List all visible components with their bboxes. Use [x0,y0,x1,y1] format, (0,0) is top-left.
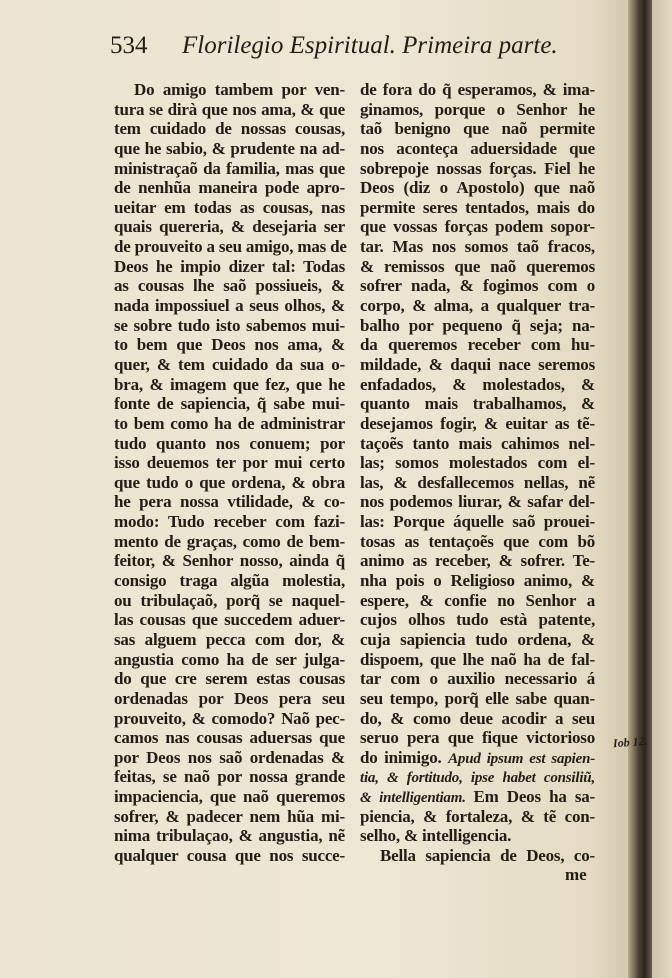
text-line: tosas as tentaçoẽs que com bõ [360,531,595,551]
text-line: cujos olhos tudo està patente, [360,610,595,630]
text-line: & remissos que naõ queremos [360,256,595,276]
text-line: balho por pequeno q̃ seja; na- [360,315,595,335]
text-line: ginamos, porque o Senhor he [360,99,595,119]
text-line: impaciencia, que naõ queremos [114,787,345,807]
text-line: nos aconteça aduersidade que [360,138,595,158]
next-page-edge [652,0,672,978]
page-header [110,30,558,64]
text-line: prouveito, & comodo? Naõ pec- [114,708,345,728]
text-line: do, & como deue acodir a seu [360,708,595,728]
text-line: sobrepoje nossas forças. Fiel he [360,158,595,178]
text-line: seruo pera que fique victorioso [360,728,595,748]
margin-note: Iob 12. [612,733,649,751]
text-line: tar. Mas nos somos taõ fracos, [360,237,595,257]
text-line: sas alguem pecca com dor, & [114,629,345,649]
latin-quote-segment: Apud ipsum est sapien- [448,750,596,767]
text-line: nos podemos liurar, & safar del- [360,492,595,512]
text-line: de prouveito a seu amigo, mas de [114,237,347,257]
text-line: las; somos molestados com el- [360,453,595,473]
text-line: ordenadas por Deos pera seu [114,688,345,708]
catchword: me [565,865,587,884]
left-text-column [114,80,345,866]
text-line: enfadados, & molestados, & [360,374,595,394]
text-line: qualquer cousa que nos succe- [114,845,345,865]
text-line [360,787,595,807]
text-segment: Em Deos ha sa- [473,787,595,807]
text-line: feitas, se naõ por nossa grande [114,767,345,787]
text-line: tar com o auxilio necessario á [360,669,595,689]
text-line: ueitar em todas as cousas, nas [114,197,345,217]
page-number: 534 [110,32,148,59]
text-line: las: Porque áquelle saõ prouei- [360,512,595,532]
text-line: feitor, & Senhor nosso, ainda q̃ [114,551,345,571]
text-line: bra, & imagem que fez, que he [114,374,345,394]
text-line: ou tribulaçaõ, porq̃ se naquel- [114,590,345,610]
text-line: to bem que Deos nos ama, & [114,335,345,355]
text-line: tudo quanto nos conuem; por [114,433,345,453]
text-line: las cousas que succedem aduer- [114,610,345,630]
latin-quote-segment: tia, & fortitudo, ipse habet consiliũ, [360,770,595,787]
text-line: Bella sapiencia de Deos, co- [380,845,595,865]
text-line: as cousas lhe saõ possiueis, & [114,276,345,296]
text-line: desejamos fogir, & euitar as tẽ- [360,413,595,433]
text-line: corpo, & alma, a qualquer tra- [360,296,595,316]
text-line: que tudo o que ordena, & obra [114,472,345,492]
text-line: modo: Tudo receber com fazi- [114,512,345,532]
text-line: nha pois o Religioso animo, & [360,571,595,591]
text-line: he pera nossa vtilidade, & co- [114,492,345,512]
text-line: animo as receber, & sofrer. Te- [360,551,595,571]
text-line [360,748,595,768]
text-line: camos nas cousas aduersas que [114,728,345,748]
text-line: do que cre serem estas cousas [114,669,345,689]
text-line: de nenhũa maneira pode apro- [114,178,345,198]
text-line: se sobre tudo isto sabemos mui- [114,315,345,335]
text-line: de fora do q̃ esperamos, & ima- [360,80,595,99]
text-line: las, & desfallecemos nellas, nẽ [360,472,595,492]
text-line: consigo traga algũa molestia, [114,571,345,591]
text-line: por Deos nos saõ ordenadas & [114,747,345,767]
text-segment: do inimigo. [360,747,449,767]
text-line: nada impossiuel a seus olhos, & [114,296,345,316]
right-text-column [360,80,595,866]
text-line: tura se dirà que nos ama, & que [114,99,345,119]
text-line: permite seres tentados, mais do [360,197,595,217]
text-line: piencia, & fortaleza, & tẽ con- [360,806,595,826]
text-line: Deos he impio dizer tal: Todas [114,256,345,276]
latin-quote-segment: & intelligentiam. [360,790,474,807]
text-line: Do amigo tambem por ven- [134,80,345,99]
text-line: quer, & tem cuidado da sua o- [114,354,345,374]
text-line: que he sabio, & prudente na ad- [114,138,345,158]
book-gutter [628,0,652,978]
text-line: da queremos receber com hu- [360,335,595,355]
text-line: mildade, & daqui nace seremos [360,354,595,374]
text-line: tem cuidado de nossas cousas, [114,119,345,139]
text-line: que vossas forças podem sopor- [360,217,595,237]
text-line: mento de graças, como de bem- [114,531,345,551]
text-line: quanto mais trabalhamos, & [360,394,595,414]
text-line: taõ benigno que naõ permite [360,119,595,139]
running-title: Florilegio Espiritual. Primeira parte. [182,32,558,59]
text-line: angustia como ha de ser julga- [114,649,345,669]
text-line: ministraçaõ da familia, mas que [114,158,345,178]
text-line: sofrer, & padecer nem hũa mi- [114,806,345,826]
text-line: to bem como ha de administrar [114,413,345,433]
text-line: Deos (diz o Apostolo) que naõ [360,178,595,198]
text-line: dispoem, que lhe naõ ha de fal- [360,649,595,669]
text-line [360,767,595,787]
text-line: taçoẽs tanto mais cahimos nel- [360,433,595,453]
text-line: fonte de sapiencia, q̃ sabe mui- [114,394,345,414]
text-line: espere, & confie no Senhor a [360,590,595,610]
text-line: nima tribulaçao, & angustia, nẽ [114,826,345,846]
text-line: quais quereria, & desejaria ser [114,217,345,237]
text-line: sofrer nada, & fogimos com o [360,276,595,296]
text-line: cuja sapiencia tudo ordena, & [360,629,595,649]
text-line: isso deuemos ter por mui certo [114,453,345,473]
text-line: selho, & intelligencia. [360,826,512,846]
text-line: seu tempo, porq̃ elle sabe quan- [360,688,595,708]
